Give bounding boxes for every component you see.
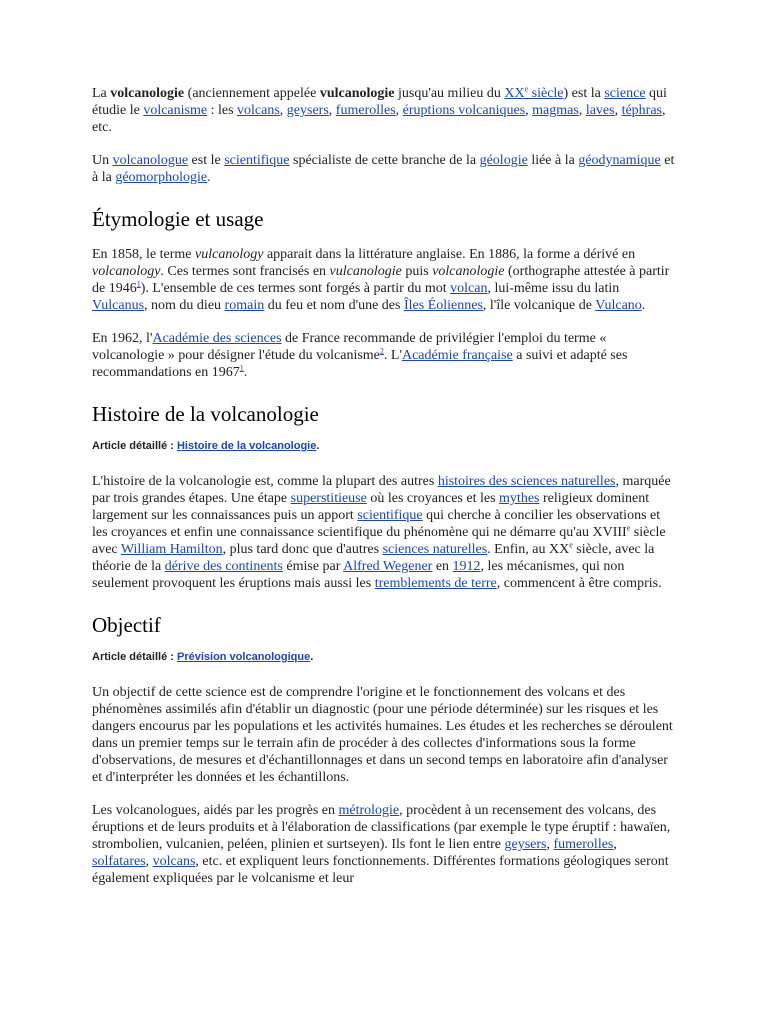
- text: apparait dans la littérature anglaise. En 1886, la forme a dérivé en: [263, 247, 636, 262]
- text: La: [92, 86, 111, 101]
- text: puis: [401, 264, 433, 279]
- link-fumerolles[interactable]: fumerolles: [335, 103, 396, 118]
- link-laves[interactable]: laves: [585, 103, 615, 118]
- link-derive-des-continents[interactable]: dérive des continents: [164, 559, 283, 574]
- link-vulcano[interactable]: Vulcano: [595, 298, 642, 313]
- superscript: e: [524, 84, 529, 94]
- link-academie-francaise[interactable]: Académie française: [401, 348, 513, 363]
- link-alfred-wegener[interactable]: Alfred Wegener: [343, 559, 433, 574]
- reference-link[interactable]: 1: [239, 363, 244, 373]
- link-tephras[interactable]: téphras: [621, 103, 663, 118]
- link-histoire-de-la-volcanologie[interactable]: Histoire de la volcanologie: [176, 440, 317, 452]
- link-william-hamilton[interactable]: William Hamilton: [120, 542, 223, 557]
- link-geologie[interactable]: géologie: [479, 153, 528, 168]
- text: , etc. et expliquent leurs fonctionnements. Différentes formations géologiques seront également expliquées par le volcanisme et leur: [92, 854, 669, 886]
- text: .: [641, 298, 646, 313]
- text: .: [243, 365, 248, 380]
- text: , nom du dieu: [144, 298, 225, 313]
- text: ,: [328, 103, 336, 118]
- text: . L': [383, 348, 402, 363]
- link-geomorphologie[interactable]: géomorphologie: [115, 170, 208, 185]
- text: L'histoire de la volcanologie est, comme la plupart des autres: [92, 474, 438, 489]
- link-academie-des-sciences[interactable]: Académie des sciences: [152, 331, 282, 346]
- link-scientifique[interactable]: scientifique: [224, 153, 290, 168]
- text: ). L'ensemble de ces termes sont forgés à partir du mot: [140, 281, 451, 296]
- link-prevision-volcanologique[interactable]: Prévision volcanologique: [176, 651, 311, 663]
- link-superstitieuse[interactable]: superstitieuse: [290, 491, 367, 506]
- link-science[interactable]: science: [604, 86, 646, 101]
- text: ,: [546, 837, 554, 852]
- text: , etc.: [92, 103, 666, 135]
- text: ,: [145, 854, 153, 869]
- text: , commencent à être compris.: [496, 576, 662, 591]
- objectif-paragraph-1: Un objectif de cette science est de comprendre l'origine et le fonctionnement des volcans et des phénomènes assimilés afin d'établir un diagnostic (pour une période déterminée) sur les risques et les dangers encourus par les populations et les activités humaines. Les études et les recherches se déroulent dans un premier temps sur le terrain afin de procéder à des collectes d'informations sous la forme d'observations, de mesures et d'échantillonnages et dans un second temps en laboratoire afin d'analyser et d'interpréter les données et les échantillons.: [92, 685, 673, 785]
- text: .: [316, 440, 320, 452]
- italic-term: volcanology: [92, 264, 161, 279]
- text: , plus tard donc que d'autres: [222, 542, 383, 557]
- text: Un: [92, 153, 113, 168]
- section-heading-etymologie: Étymologie et usage: [92, 207, 264, 231]
- text: de France recommande de privilégier l'emploi du terme « volcanologie » pour désigner l'étude du volcanisme: [92, 331, 607, 363]
- detail-label: Article détaillé :: [92, 651, 177, 663]
- link-histoires-des-sciences-naturelles[interactable]: histoires des sciences naturelles: [437, 474, 616, 489]
- text: émise par: [282, 559, 344, 574]
- text: En 1962, l': [92, 331, 153, 346]
- link-scientifique[interactable]: scientifique: [357, 508, 423, 523]
- link-metrologie[interactable]: métrologie: [338, 803, 400, 818]
- article-detaille-objectif: [92, 650, 676, 664]
- text: . Ces termes sont francisés en: [160, 264, 330, 279]
- text: liée à la: [527, 153, 579, 168]
- italic-term: volcanologie: [432, 264, 505, 279]
- objectif-paragraph-2: [92, 802, 676, 887]
- superscript: e: [626, 523, 631, 533]
- superscript: e: [569, 540, 573, 550]
- text: ,: [613, 837, 617, 852]
- text: , procèdent à un recensement des volcans, des éruptions et de leurs produits et à l'élaboration de classifications (par exemple le type éruptif : hawaïen, strombolien, vulcanien, peléen, plinien et surtseyen). Ils font le lien entre: [92, 803, 671, 852]
- reference-link[interactable]: 2: [379, 346, 384, 356]
- bold-term: volcanologie: [110, 86, 185, 101]
- link-text: XX: [504, 86, 525, 101]
- text: est le: [188, 153, 225, 168]
- text: ,: [578, 103, 586, 118]
- section-heading-objectif: Objectif: [92, 613, 161, 637]
- text: ,: [614, 103, 622, 118]
- text: a suivi et adapté ses recommandations en 1967: [92, 348, 628, 380]
- link-geysers[interactable]: geysers: [286, 103, 329, 118]
- link-tremblements-de-terre[interactable]: tremblements de terre: [374, 576, 497, 591]
- link-iles-eoliennes[interactable]: Îles Éoliennes: [403, 298, 483, 313]
- link-romain[interactable]: romain: [224, 298, 265, 313]
- link-vulcanus[interactable]: Vulcanus: [92, 298, 145, 313]
- text: ,: [279, 103, 287, 118]
- text: (orthographe attestée à partir de 1946: [92, 264, 670, 296]
- histoire-paragraph-1: [92, 473, 676, 592]
- link-volcans[interactable]: volcans: [237, 103, 280, 118]
- section-heading-histoire: Histoire de la volcanologie: [92, 402, 319, 426]
- intro-paragraph-1: [92, 85, 676, 136]
- text: du feu et nom d'une des: [264, 298, 404, 313]
- link-volcanisme[interactable]: volcanisme: [143, 103, 208, 118]
- text: : les: [207, 103, 238, 118]
- link-volcan[interactable]: volcan: [450, 281, 488, 296]
- link-text: siècle: [528, 86, 564, 101]
- text: qui cherche à concilier les observations et les croyances et enfin une connaissance scientifique du phénomène qui ne démarre qu'au XVIII: [92, 508, 661, 540]
- link-eruptions-volcaniques[interactable]: éruptions volcaniques: [402, 103, 526, 118]
- reference-link[interactable]: 1: [136, 279, 141, 289]
- link-geysers[interactable]: geysers: [504, 837, 547, 852]
- text: jusqu'au milieu du: [394, 86, 505, 101]
- link-magmas[interactable]: magmas: [532, 103, 579, 118]
- link-fumerolles[interactable]: fumerolles: [553, 837, 614, 852]
- link-1912[interactable]: 1912: [452, 559, 481, 574]
- link-xxe-siecle[interactable]: [504, 86, 563, 101]
- text: qui étudie le: [92, 86, 667, 118]
- text: , lui-même issu du latin: [487, 281, 620, 296]
- text: et à la: [92, 153, 675, 185]
- bold-term: vulcanologie: [319, 86, 395, 101]
- etymologie-paragraph-2: [92, 330, 676, 381]
- text: , les mécanismes, qui non seulement provoquent les éruptions mais aussi les: [92, 559, 625, 591]
- link-volcanologue[interactable]: volcanologue: [112, 153, 189, 168]
- article-content: [92, 85, 676, 887]
- link-volcans[interactable]: volcans: [152, 854, 196, 869]
- etymologie-paragraph-1: [92, 246, 676, 314]
- text: , marquée par trois grandes étapes. Une étape: [92, 474, 671, 506]
- text: religieux dominent largement sur les connaissances puis un apport: [92, 491, 650, 523]
- text: en: [432, 559, 453, 574]
- text: ,: [525, 103, 533, 118]
- text: En 1858, le terme: [92, 247, 196, 262]
- intro-paragraph-2: [92, 152, 676, 186]
- text: , l'île volcanique de: [482, 298, 596, 313]
- link-geodynamique[interactable]: géodynamique: [578, 153, 661, 168]
- text: (anciennement appelée: [184, 86, 320, 101]
- italic-term: vulcanology: [195, 247, 264, 262]
- text: ) est la: [563, 86, 605, 101]
- text: siècle, avec la théorie de la: [92, 542, 655, 574]
- text: .: [310, 651, 314, 663]
- text: . Enfin, au XX: [487, 542, 570, 557]
- italic-term: vulcanologie: [329, 264, 402, 279]
- link-sciences-naturelles[interactable]: sciences naturelles: [382, 542, 488, 557]
- text: siècle avec: [92, 525, 666, 557]
- article-detaille-histoire: [92, 439, 676, 453]
- text: où les croyances et les: [366, 491, 500, 506]
- text: ,: [395, 103, 403, 118]
- text: Les volcanologues, aidés par les progrès en: [92, 803, 339, 818]
- link-solfatares[interactable]: solfatares: [92, 854, 146, 869]
- text: .: [207, 170, 211, 185]
- link-mythes[interactable]: mythes: [499, 491, 540, 506]
- detail-label: Article détaillé :: [92, 440, 177, 452]
- text: spécialiste de cette branche de la: [289, 153, 480, 168]
